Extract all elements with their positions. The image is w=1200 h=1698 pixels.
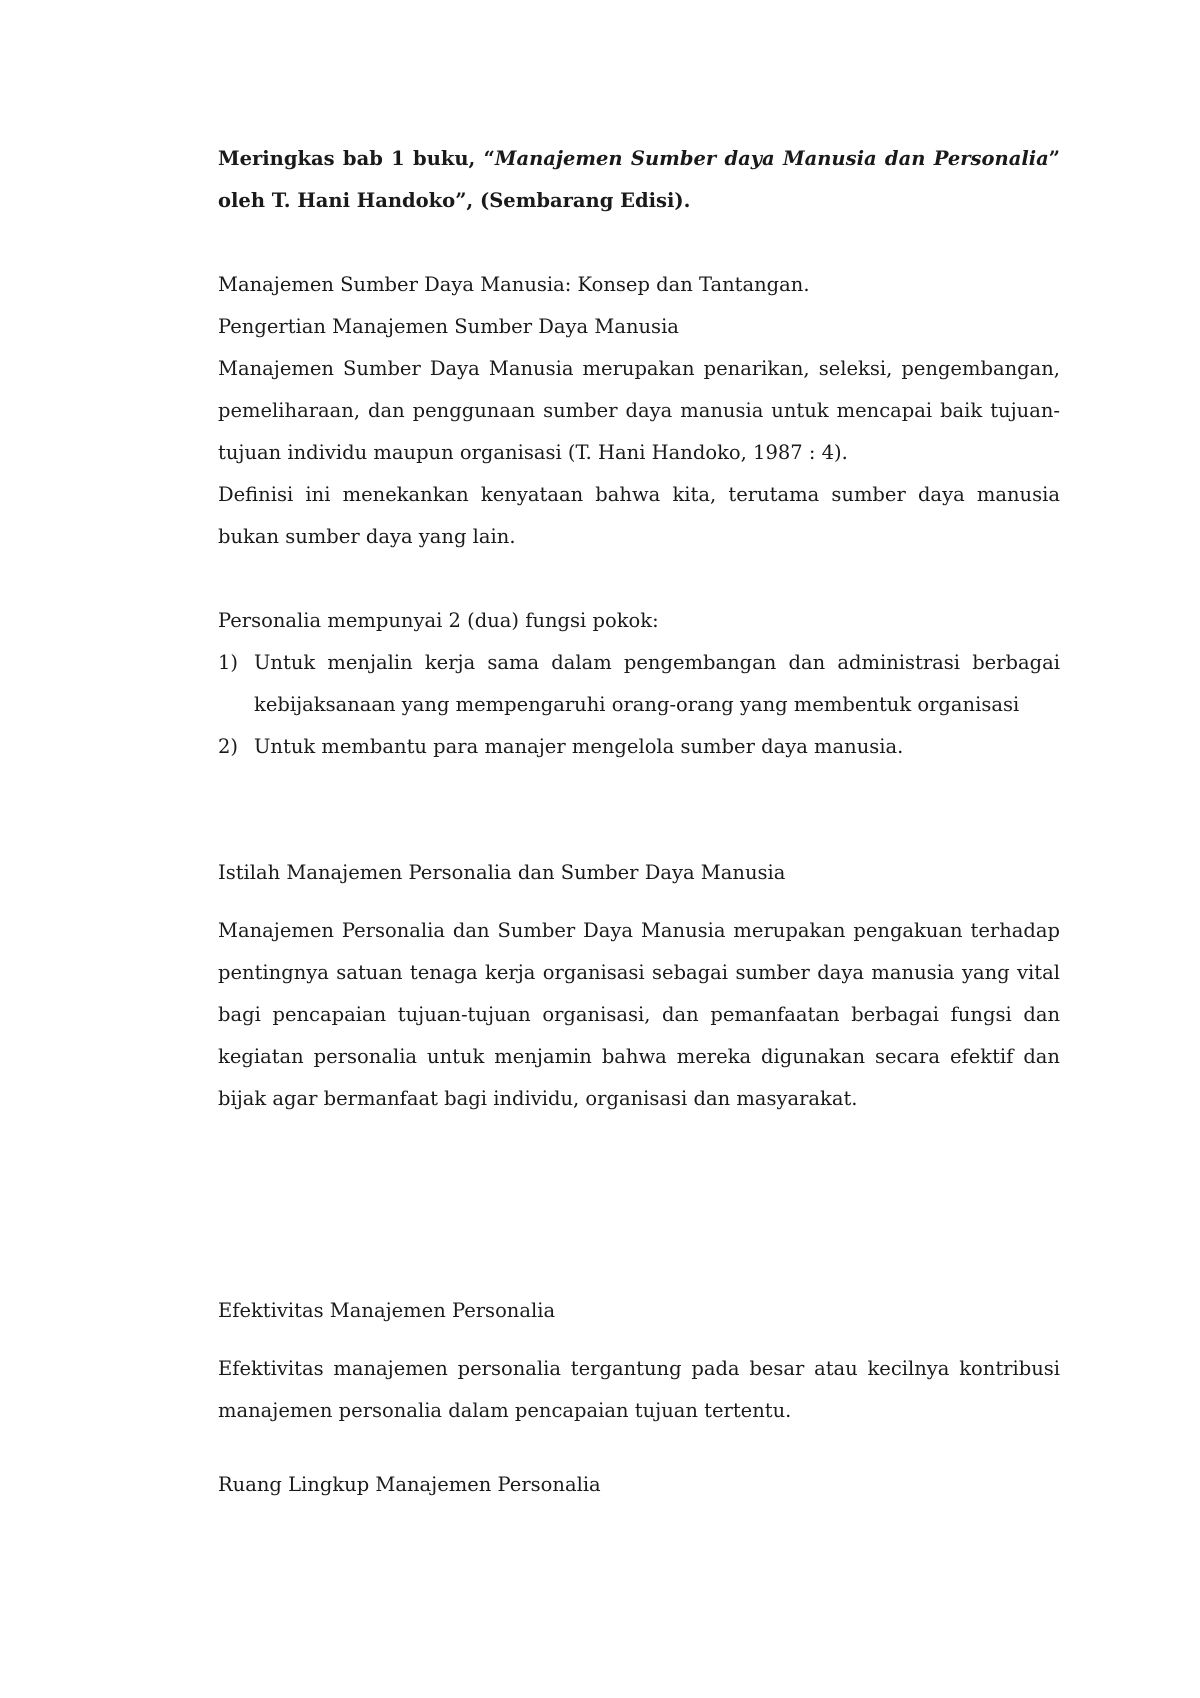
section-heading-konsep: Manajemen Sumber Daya Manusia: Konsep dan Tantangan. bbox=[218, 273, 810, 296]
spacer bbox=[218, 894, 1060, 910]
list-number: 2) bbox=[218, 735, 239, 758]
list-item bbox=[218, 642, 1060, 726]
spacer bbox=[218, 810, 1060, 852]
section-subheading-pengertian: Pengertian Manajemen Sumber Daya Manusia bbox=[218, 315, 679, 338]
functions-intro: Personalia mempunyai 2 (dua) fungsi pokok: bbox=[218, 609, 659, 632]
spacer bbox=[218, 768, 1060, 810]
spacer bbox=[218, 1448, 1060, 1464]
title-suffix: ” oleh T. Hani Handoko”, (Sembarang Edisi). bbox=[218, 147, 1060, 212]
section-heading-ruang-lingkup: Ruang Lingkup Manajemen Personalia bbox=[218, 1473, 601, 1496]
list-item-text: Untuk membantu para manajer mengelola sumber daya manusia. bbox=[254, 735, 904, 758]
spacer bbox=[218, 558, 1060, 600]
paragraph-efektivitas: Efektivitas manajemen personalia tergantung pada besar atau kecilnya kontribusi manajemen personalia dalam pencapaian tujuan tertentu. bbox=[218, 1357, 1060, 1422]
paragraph-istilah: Manajemen Personalia dan Sumber Daya Manusia merupakan pengakuan terhadap pentingnya satuan tenaga kerja organisasi sebagai sumber daya manusia yang vital bagi pencapaian tujuan-tujuan organisasi, dan pemanfaatan berbagai fungsi dan kegiatan personalia untuk menjamin bahwa mereka digunakan secara efektif dan bijak agar bermanfaat bagi individu, organisasi dan masyarakat. bbox=[218, 919, 1060, 1110]
title-prefix: Meringkas bab 1 buku, “ bbox=[218, 147, 495, 170]
document-title bbox=[218, 138, 1060, 222]
paragraph-definition: Manajemen Sumber Daya Manusia merupakan penarikan, seleksi, pengembangan, pemeliharaan, dan penggunaan sumber daya manusia untuk mencapai baik tujuan-tujuan individu maupun organisasi (T. Hani Handoko, 1987 : 4). bbox=[218, 357, 1060, 464]
document-page bbox=[218, 138, 1060, 1506]
paragraph-emphasis: Definisi ini menekankan kenyataan bahwa kita, terutama sumber daya manusia bukan sumber daya yang lain. bbox=[218, 483, 1060, 548]
list-item bbox=[218, 726, 1060, 768]
list-number: 1) bbox=[218, 651, 239, 674]
section-heading-efektivitas: Efektivitas Manajemen Personalia bbox=[218, 1299, 556, 1322]
book-title: Manajemen Sumber daya Manusia dan Personalia bbox=[494, 147, 1049, 170]
spacer bbox=[218, 1332, 1060, 1348]
functions-list bbox=[218, 642, 1060, 768]
list-item-text: Untuk menjalin kerja sama dalam pengembangan dan administrasi berbagai kebijaksanaan yang mempengaruhi orang-orang yang membentuk organisasi bbox=[254, 651, 1060, 716]
spacer bbox=[218, 1120, 1060, 1290]
spacer bbox=[218, 1432, 1060, 1448]
section-heading-istilah: Istilah Manajemen Personalia dan Sumber Daya Manusia bbox=[218, 861, 786, 884]
spacer bbox=[218, 222, 1060, 264]
